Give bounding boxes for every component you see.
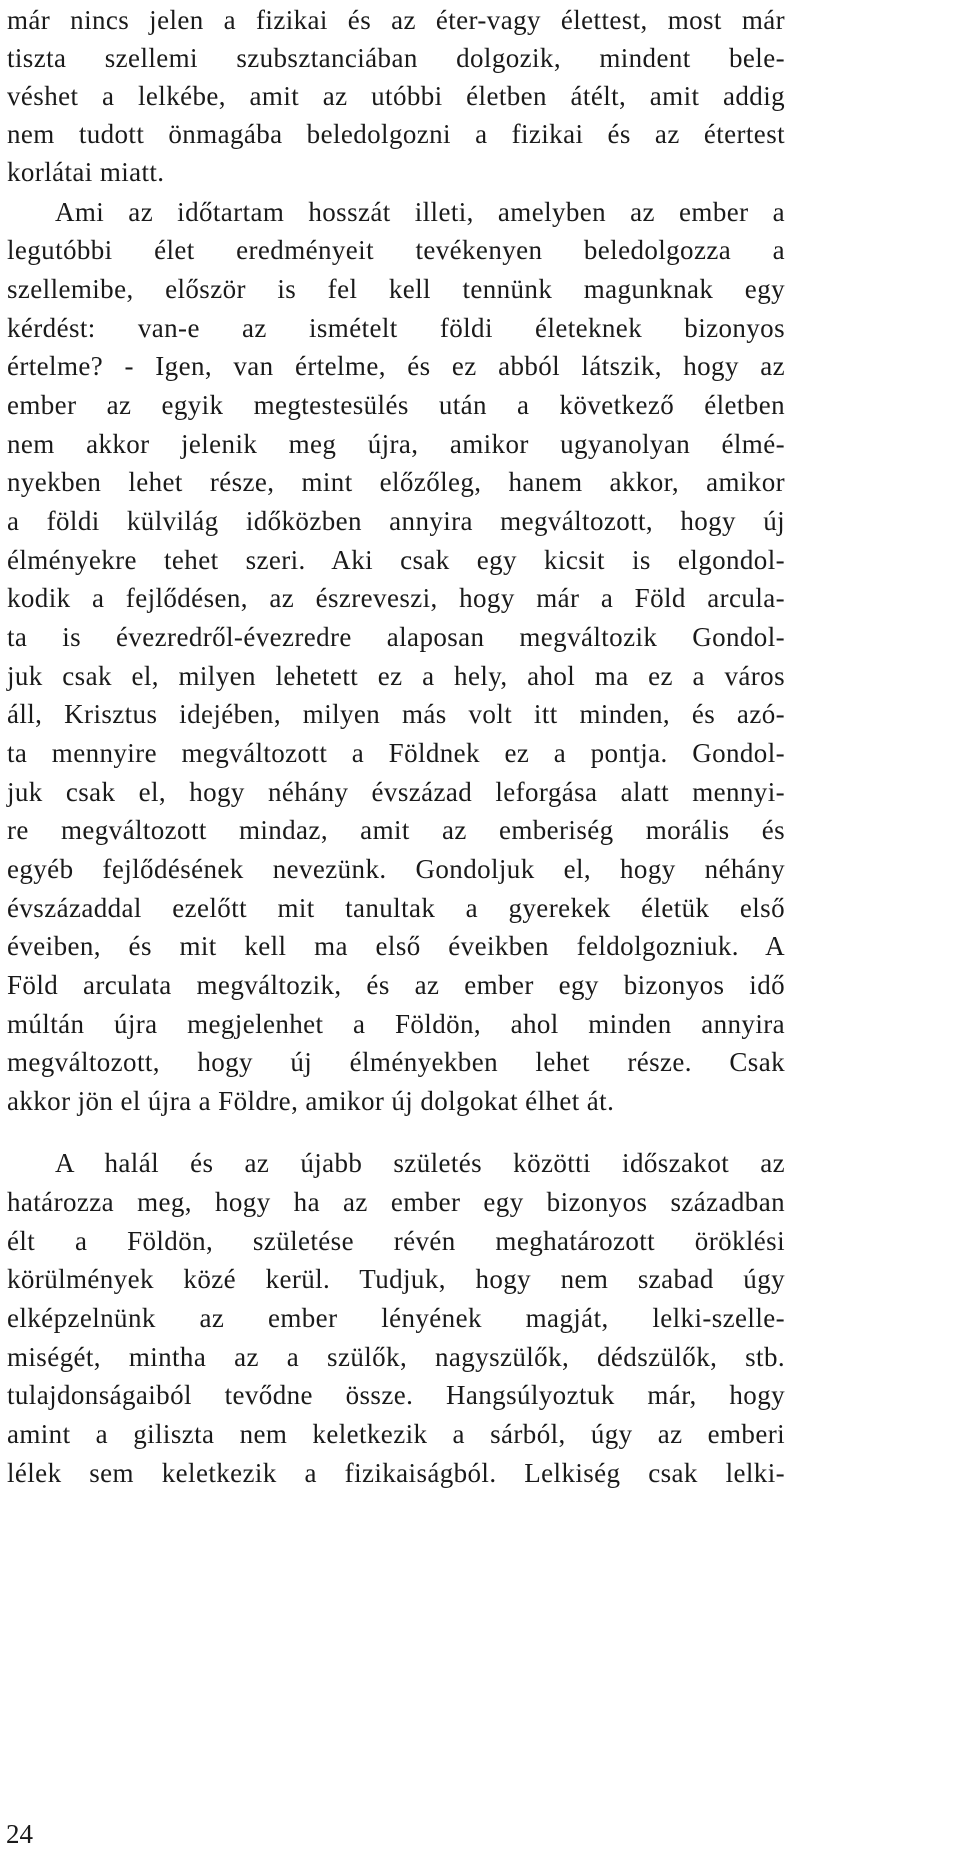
text-line: kodik a fejlődésen, az észreveszi, hogy már a Föld arcula- (7, 583, 785, 613)
text-line: ta is évezredről-évezredre alaposan megváltozik Gondol- (7, 622, 785, 652)
text-line: megváltozott, hogy új élményekben lehet része. Csak (7, 1047, 785, 1077)
text-line: lélek sem keletkezik a fizikaiságból. Lelkiség csak lelki- (7, 1458, 785, 1488)
text-line: Föld arculata megváltozik, és az ember egy bizonyos idő (7, 970, 785, 1000)
text-line: korlátai miatt. (7, 157, 165, 187)
text-line: éveiben, és mit kell ma első éveikben feldolgozniuk. A (7, 931, 785, 961)
text-line: nem akkor jelenik meg újra, amikor ugyanolyan élmé- (7, 429, 785, 459)
text-line: miségét, mintha az a szülők, nagyszülők, dédszülők, stb. (7, 1342, 785, 1372)
paragraph-first-line: A halál és az újabb születés közötti időszakot az (55, 1148, 785, 1178)
text-line: áll, Krisztus idejében, milyen más volt itt minden, és azó- (7, 699, 785, 729)
text-line: juk csak el, milyen lehetett ez a hely, ahol ma ez a város (7, 661, 785, 691)
text-line: évszázaddal ezelőtt mit tanultak a gyerekek életük első (7, 893, 785, 923)
text-line: múltán újra megjelenhet a Földön, ahol minden annyira (7, 1009, 785, 1039)
paragraph-first-line: Ami az időtartam hosszát illeti, amelyben az ember a (55, 197, 785, 227)
text-line: amint a giliszta nem keletkezik a sárból, úgy az emberi (7, 1419, 785, 1449)
text-line: nem tudott önmagába beledolgozni a fizikai és az étertest (7, 119, 785, 149)
text-line: ta mennyire megváltozott a Földnek ez a pontja. Gondol- (7, 738, 785, 768)
text-line: szellemibe, először is fel kell tennünk magunknak egy (7, 274, 785, 304)
text-line: tiszta szellemi szubsztanciában dolgozik, mindent bele- (7, 43, 785, 73)
page-number: 24 (6, 1819, 33, 1849)
text-line: már nincs jelen a fizikai és az éter-vagy élettest, most már (7, 5, 785, 35)
text-line: nyekben lehet része, mint előzőleg, hanem akkor, amikor (7, 467, 785, 497)
text-line: határozza meg, hogy ha az ember egy bizonyos században (7, 1187, 785, 1217)
text-line: értelme? - Igen, van értelme, és ez abból látszik, hogy az (7, 351, 785, 381)
text-line: ember az egyik megtestesülés után a következő életben (7, 390, 785, 420)
text-line: akkor jön el újra a Földre, amikor új dolgokat élhet át. (7, 1086, 615, 1116)
text-line: élményekre tehet szeri. Aki csak egy kicsit is elgondol- (7, 545, 785, 575)
text-line: körülmények közé kerül. Tudjuk, hogy nem szabad úgy (7, 1264, 785, 1294)
text-line: kérdést: van-e az ismételt földi életeknek bizonyos (7, 313, 785, 343)
text-line: egyéb fejlődésének nevezünk. Gondoljuk el, hogy néhány (7, 854, 785, 884)
text-line: elképzelnünk az ember lényének magját, lelki-szelle- (7, 1303, 785, 1333)
text-line: juk csak el, hogy néhány évszázad leforgása alatt mennyi- (7, 777, 785, 807)
text-line: élt a Földön, születése révén meghatározott öröklési (7, 1226, 785, 1256)
text-line: a földi külvilág időközben annyira megváltozott, hogy új (7, 506, 785, 536)
text-line: tulajdonságaiból tevődne össze. Hangsúlyoztuk már, hogy (7, 1380, 785, 1410)
text-line: véshet a lelkébe, amit az utóbbi életben átélt, amit addig (7, 81, 785, 111)
text-line: legutóbbi élet eredményeit tevékenyen beledolgozza a (7, 235, 785, 265)
text-line: re megváltozott mindaz, amit az emberiség morális és (7, 815, 785, 845)
